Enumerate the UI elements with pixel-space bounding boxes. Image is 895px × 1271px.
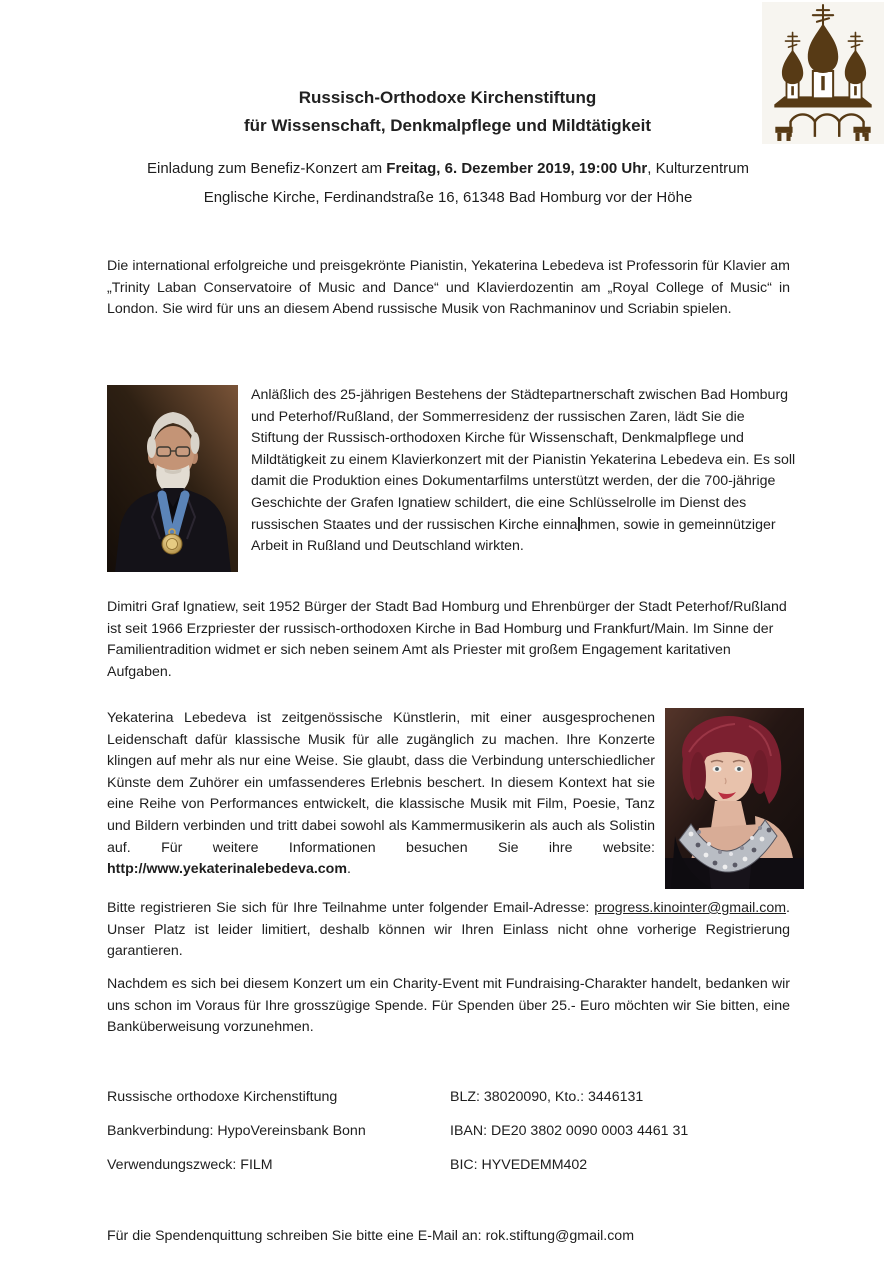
paragraph-registration	[107, 898, 790, 963]
paragraph-pianist	[107, 708, 655, 889]
bank-row-2	[107, 1121, 790, 1143]
invitation-suffix: , Kulturzentrum	[647, 160, 749, 177]
anniversary-text-before-cursor: Anläßlich des 25-jährigen Bestehens der Städtepartnerschaft zwischen Bad Homburg und Peterhof/Rußland, der Sommerresidenz der russischen Zaren, lädt Sie die Stiftung der Russisch-orthodoxen Kirche für Wissenschaft, Denkmalpflege und Mildtätigkeit zu einem Klavierkonzert mit der Pianistin Yekaterina Lebedeva ein. Es soll damit die Produktion eines Dokumentarfilms unterstützt werden, der die 700-jährige Geschichte der Grafen Ignatiew schildert, die eine Schlüsselrolle im Dienst des russischen Staates und der russischen Kirche einna	[251, 387, 796, 533]
pianist-portrait-image	[665, 708, 804, 889]
invitation-line1	[106, 154, 790, 183]
pianist-text: Yekaterina Lebedeva ist zeitgenössische Künstlerin, mit einer ausgesprochenen Leidenschaft dafür klassische Musik für alle zugänglich zu machen. Ihre Konzerte klingen auf mehr als nur eine Weise. Sie glaubt, dass die Verbindung unterschiedlicher Künste dem Zuhörer ein umfassenderes Erlebnis beschert. In diesem Kontext hat sie eine Reihe von Performances entwickelt, die klassische Musik mit Film, Poesie, Tanz und Bildern verbinden und tritt dabei sowohl als Kammermusikerin als auch als Solistin auf. Für weitere Informationen besuchen Sie ihre website:	[107, 710, 655, 856]
bank-iban: IBAN: DE20 3802 0090 0003 4461 31	[450, 1123, 689, 1140]
pianist-text-period: .	[346, 861, 351, 878]
priest-portrait-image	[107, 385, 238, 572]
bank-account-holder: Russische orthodoxe Kirchenstiftung	[107, 1089, 338, 1105]
bank-row-3	[107, 1155, 790, 1177]
bank-details	[107, 1087, 790, 1190]
paragraph-intro: Die international erfolgreiche und preisgekrönte Pianistin, Yekaterina Lebedeva ist Professorin für Klavier am „Trinity Laban Conservatoire of Music and Dance“ und Klavierdozentin am „Royal College of Music“ in London. Sie wird für uns an diesem Abend russische Musik von Rachmaninov und Scriabin spielen.	[107, 258, 790, 318]
paragraph-charity: Nachdem es sich bei diesem Konzert um ein Charity-Event mit Fundraising-Charakter handelt, bedanken wir uns schon im Voraus für Ihre grosszügige Spende. Für Spenden über 25.- Euro möchten wir Sie bitten, eine Banküberweisung vorzunehmen.	[107, 976, 790, 1036]
invitation-prefix: Einladung zum Benefiz-Konzert am	[147, 160, 387, 177]
pianist-website-url: http://www.yekaterinalebedeva.com	[107, 861, 347, 878]
bank-blz-kto: BLZ: 38020090, Kto.: 3446131	[450, 1089, 644, 1105]
bank-row-1	[107, 1087, 790, 1109]
paragraph-dimitri: Dimitri Graf Ignatiew, seit 1952 Bürger der Stadt Bad Homburg und Ehrenbürger der Stadt Peterhof/Rußland ist seit 1966 Erzpriester der russisch-orthodoxen Kirche in Bad Homburg und Frankfurt/Main. Im Sinne der Familientradition widmet er sich neben seinem Amt als Priester mit großem Engagement karitativen Aufgaben.	[107, 599, 787, 680]
title-line1: Russisch-Orthodoxe Kirchenstiftung	[298, 88, 597, 107]
bank-name: Bankverbindung: HypoVereinsbank Bonn	[107, 1123, 366, 1140]
invitation-date-bold: Freitag, 6. Dezember 2019, 19:00 Uhr	[386, 160, 648, 177]
registration-text-suffix: . Unser Platz ist leider limitiert, deshalb können wir Ihren Einlass nicht ohne vorherige Registrierung garantieren.	[107, 900, 790, 960]
priest-photo	[107, 385, 238, 572]
section-pianist	[107, 708, 804, 889]
registration-email-link: progress.kinointer@gmail.com	[594, 900, 787, 916]
anniversary-text-after-cursor: hmen, sowie in gemeinnütziger Arbeit in Rußland und Deutschland wirkten.	[251, 516, 776, 555]
page-title	[0, 84, 895, 140]
invitation-block	[106, 154, 790, 212]
invitation-line2: Englische Kirche, Ferdinandstraße 16, 61348 Bad Homburg vor der Höhe	[203, 189, 693, 206]
bank-bic: BIC: HYVEDEMM402	[450, 1157, 588, 1174]
section-priest	[107, 385, 805, 572]
registration-text-prefix: Bitte registrieren Sie sich für Ihre Teilnahme unter folgender Email-Adresse:	[107, 900, 595, 916]
donation-receipt-note: Für die Spendenquittung schreiben Sie bitte eine E-Mail an: rok.stiftung@gmail.com	[107, 1228, 635, 1244]
title-line2: für Wissenschaft, Denkmalpflege und Mildtätigkeit	[244, 116, 651, 135]
pianist-photo	[665, 708, 804, 889]
bank-purpose: Verwendungszweck: FILM	[107, 1157, 273, 1174]
paragraph-anniversary	[251, 385, 796, 572]
